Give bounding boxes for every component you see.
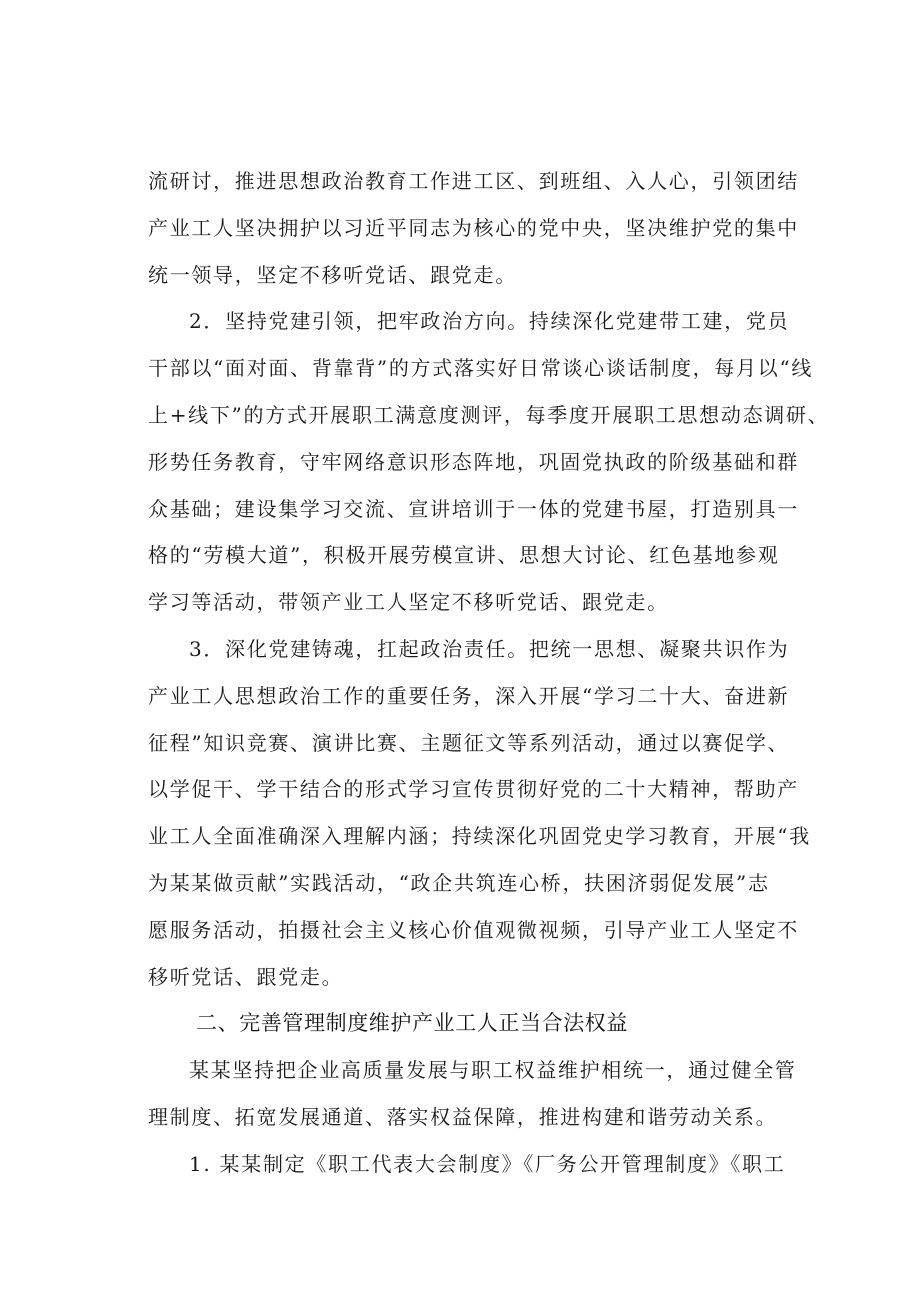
text-line: 征程”知识竞赛、演讲比赛、主题征文等系列活动，通过以赛促学、 xyxy=(148,730,790,755)
text-line: 产业工人思想政治工作的重要任务，深入开展“学习二十大、奋进新 xyxy=(148,683,790,708)
text-line: 上+线下”的方式开展职工满意度测评，每季度开展职工思想动态调研、 xyxy=(148,402,830,427)
text-line: 流研讨，推进思想政治教育工作进工区、到班组、入人心，引领团结 xyxy=(148,169,799,193)
text-line: 理制度、拓宽发展通道、落实权益保障，推进构建和谐劳动关系。 xyxy=(148,1104,778,1129)
text-line: 1. 某某制定《职工代表大会制度》《厂务公开管理制度》《职工 xyxy=(189,1151,786,1176)
text-line: 产业工人坚决拥护以习近平同志为核心的党中央，坚决维护党的集中 xyxy=(148,215,799,240)
text-line: 众基础；建设集学习交流、宣讲培训于一体的党建书屋，打造别具一 xyxy=(148,496,799,521)
text-line: 统一领导，坚定不移听党话、跟党走。 xyxy=(148,262,517,287)
paragraph-item-1 xyxy=(148,1141,802,1188)
text-line: 学习等活动，带领产业工人坚定不移听党话、跟党走。 xyxy=(148,590,669,615)
paragraph-item-2 xyxy=(148,298,830,626)
paragraph-section-intro xyxy=(148,1047,802,1141)
paragraph-continuation xyxy=(148,158,802,298)
section-heading: 二、完善管理制度维护产业工人正当合法权益 xyxy=(196,1011,628,1036)
paragraph-item-3 xyxy=(148,626,811,1000)
text-line: 愿服务活动，拍摄社会主义核心价值观微视频，引导产业工人坚定不 xyxy=(148,917,799,942)
text-line: 业工人全面准确深入理解内涵；持续深化巩固党史学习教育，开展“我 xyxy=(148,824,811,849)
text-line: 干部以“面对面、背靠背”的方式落实好日常谈心谈话制度，每月以“线 xyxy=(148,356,814,381)
text-line: 形势任务教育，守牢网络意识形态阵地，巩固党执政的阶级基础和群 xyxy=(148,449,799,474)
text-line: 2．坚持党建引领，把牢政治方向。持续深化党建带工建，党员 xyxy=(189,309,790,334)
text-line: 3．深化党建铸魂，扛起政治责任。把统一思想、凝聚共识作为 xyxy=(189,636,790,661)
text-line: 以学促干、学干结合的形式学习宣传贯彻好党的二十大精神，帮助产 xyxy=(148,777,799,802)
text-line: 移听党话、跟党走。 xyxy=(148,964,344,989)
text-line: 某某坚持把企业高质量发展与职工权益维护相统一，通过健全管 xyxy=(189,1058,797,1083)
text-line: 为某某做贡献”实践活动，“政企共筑连心桥，扶困济弱促发展”志 xyxy=(148,870,770,895)
document-body xyxy=(148,158,830,1188)
text-line: 格的“劳模大道”，积极开展劳模宣讲、思想大讨论、红色基地参观 xyxy=(148,543,780,568)
